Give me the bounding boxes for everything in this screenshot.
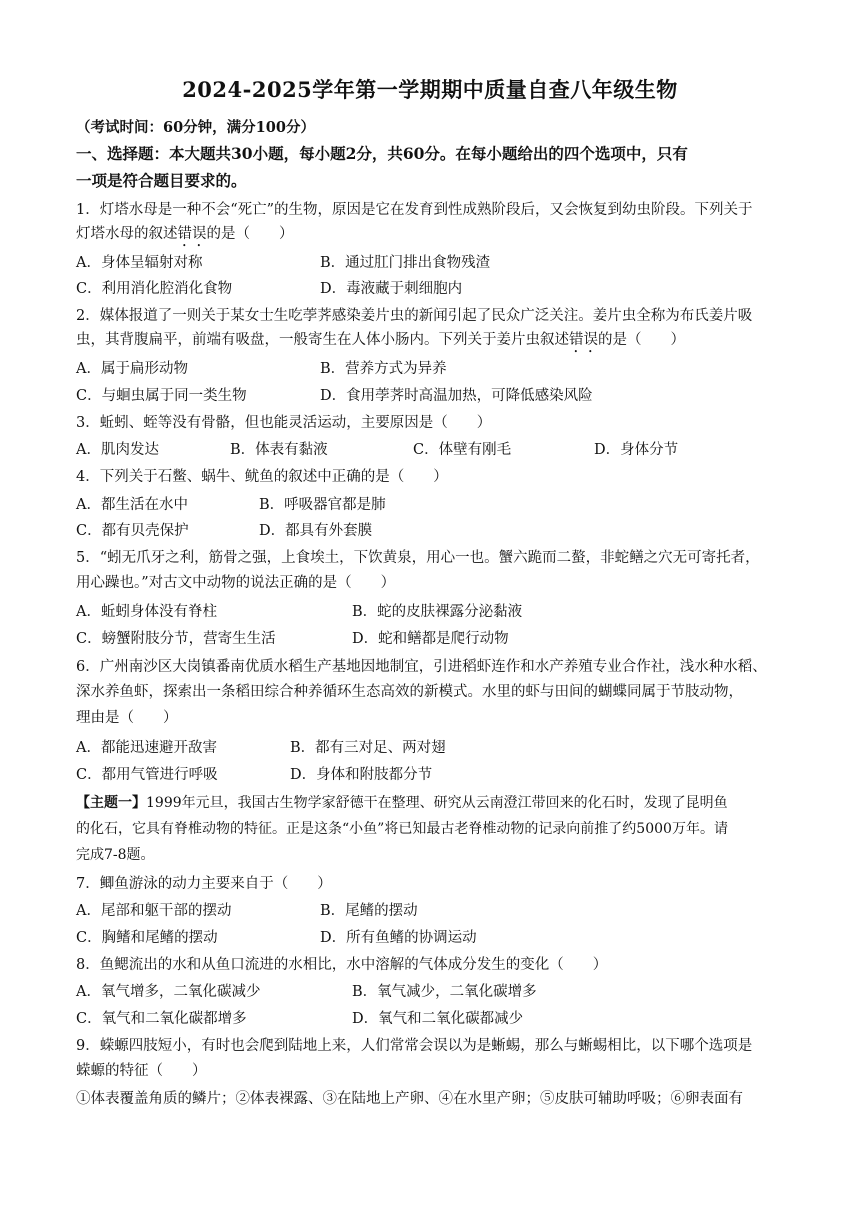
- q4-stem: 4．下列关于石鳖、蜗牛、鱿鱼的叙述中正确的是（ ）: [76, 469, 448, 485]
- q7-option-c: C．胸鳍和尾鳍的摆动: [76, 930, 218, 946]
- q9-stem-line1: 9．蝾螈四肢短小，有时也会爬到陆地上来，人们常常会误以为是蜥蜴，那么与蜥蜴相比，以下哪个选项是: [76, 1038, 753, 1054]
- q4-option-a: A．都生活在水中: [76, 497, 188, 513]
- q4-option-c: C．都有贝壳保护: [76, 523, 189, 539]
- q1-stem-line1: 1．灯塔水母是一种不会“死亡”的生物，原因是它在发育到性成熟阶段后，又会恢复到幼虫阶段。下列关于: [76, 202, 753, 218]
- q7-option-a: A．尾部和躯干部的摆动: [76, 903, 232, 919]
- q6-stem-line2: 深水养鱼虾，探索出一条稻田综合种养循环生态高效的新模式。水里的虾与田间的蝴蝶同属于节肢动物，: [76, 684, 743, 700]
- section1-heading-line2: 一项是符合题目要求的。: [76, 171, 247, 190]
- q5-stem-line2: 用心躁也。”对古文中动物的说法正确的是（ ）: [76, 575, 396, 591]
- q2-stem-text: 虫，其背腹扁平，前端有吸盘，一般寄生在人体小肠内。下列关于姜片虫叙述: [76, 332, 569, 348]
- exam-info: （考试时间：60分钟，满分100分）: [76, 119, 315, 136]
- q6-option-b: B．都有三对足、两对翅: [290, 740, 446, 756]
- q1-stem-text-end: 的是（ ）: [206, 226, 294, 242]
- theme1-label: 【主题一】: [76, 795, 146, 811]
- q1-option-c: C．利用消化腔消化食物: [76, 281, 233, 297]
- q5-option-b: B．蛇的皮肤裸露分泌黏液: [352, 604, 523, 620]
- q8-option-a: A．氧气增多，二氧化碳减少: [76, 984, 261, 1000]
- theme1-text: 1999年元旦，我国古生物学家舒德干在整理、研究从云南澄江带回来的化石时，发现了昆明鱼: [146, 795, 728, 811]
- q5-option-c: C．螃蟹附肢分节，营寄生生活: [76, 631, 276, 647]
- q3-option-a: A．肌肉发达: [76, 442, 159, 458]
- q9-stem-line2: 蝾螈的特征（ ）: [76, 1063, 207, 1079]
- exam-title: 2024-2025学年第一学期期中质量自查八年级生物: [182, 77, 678, 102]
- theme1-line2: 的化石，它具有脊椎动物的特征。正是这条“小鱼”将已知最古老脊椎动物的记录向前推了约5000万年。请: [76, 821, 728, 837]
- q6-stem-line1: 6．广州南沙区大岗镇番南优质水稻生产基地因地制宜，引进稻虾连作和水产养殖专业合作社，浅水种水稻、: [76, 659, 767, 675]
- q6-stem-line3: 理由是（ ）: [76, 710, 178, 726]
- q8-stem: 8．鱼鳃流出的水和从鱼口流进的水相比，水中溶解的气体成分发生的变化（ ）: [76, 957, 608, 973]
- q2-option-c: C．与蛔虫属于同一类生物: [76, 388, 247, 404]
- q3-option-b: B．体表有黏液: [230, 442, 328, 458]
- q9-stem-line3: ①体表覆盖角质的鳞片；②体表裸露、③在陆地上产卵、④在水里产卵；⑤皮肤可辅助呼吸；⑥卵表面有: [76, 1091, 743, 1107]
- q8-option-b: B．氧气减少，二氧化碳增多: [352, 984, 537, 1000]
- q6-option-a: A．都能迅速避开敌害: [76, 740, 217, 756]
- theme1-line1: [76, 792, 728, 812]
- q7-option-b: B．尾鳍的摆动: [320, 903, 418, 919]
- q5-option-a: A．蚯蚓身体没有脊柱: [76, 604, 217, 620]
- q2-stem-line2: [76, 328, 685, 356]
- q8-option-c: C．氧气和二氧化碳都增多: [76, 1011, 247, 1027]
- q6-option-d: D．身体和附肢都分节: [290, 767, 433, 783]
- q3-option-c: C．体壁有刚毛: [413, 442, 512, 458]
- q3-stem: 3．蚯蚓、蛭等没有骨骼，但也能灵活运动，主要原因是（ ）: [76, 415, 492, 431]
- q5-stem-line1: 5．“蚓无爪牙之利，筋骨之强，上食埃土，下饮黄泉，用心一也。蟹六跪而二螯，非蛇鳝之穴无可寄托者，: [76, 550, 760, 566]
- q1-option-b: B．通过肛门排出食物残渣: [320, 255, 491, 271]
- q3-option-d: D．身体分节: [594, 442, 679, 458]
- q1-option-d: D．毒液藏于刺细胞内: [320, 281, 463, 297]
- q6-option-c: C．都用气管进行呼吸: [76, 767, 218, 783]
- q2-option-b: B．营养方式为异养: [320, 361, 447, 377]
- q7-stem: 7．鲫鱼游泳的动力主要来自于（ ）: [76, 876, 332, 892]
- q1-option-a: A．身体呈辐射对称: [76, 255, 203, 271]
- q7-option-d: D．所有鱼鳍的协调运动: [320, 930, 477, 946]
- section1-heading-line1: 一、选择题：本大题共30小题，每小题2分，共60分。在每小题给出的四个选项中，只有: [76, 144, 688, 163]
- q1-stem-line2: [76, 222, 294, 250]
- q2-emphasis: 错误: [569, 332, 598, 348]
- q2-stem-text-end: 的是（ ）: [598, 332, 685, 348]
- q4-option-b: B．呼吸器官都是肺: [259, 497, 386, 513]
- q1-stem-text: 灯塔水母的叙述: [76, 226, 178, 242]
- q4-option-d: D．都具有外套膜: [259, 523, 373, 539]
- q1-emphasis: 错误: [177, 226, 207, 242]
- q2-option-d: D．食用荸荠时高温加热，可降低感染风险: [320, 388, 593, 404]
- q8-option-d: D．氧气和二氧化碳都减少: [352, 1011, 524, 1027]
- theme1-line3: 完成7-8题。: [76, 847, 155, 863]
- q2-stem-line1: 2．媒体报道了一则关于某女士生吃荸荠感染姜片虫的新闻引起了民众广泛关注。姜片虫全称为布氏姜片吸: [76, 308, 753, 324]
- q5-option-d: D．蛇和鳝都是爬行动物: [352, 631, 509, 647]
- q2-option-a: A．属于扁形动物: [76, 361, 188, 377]
